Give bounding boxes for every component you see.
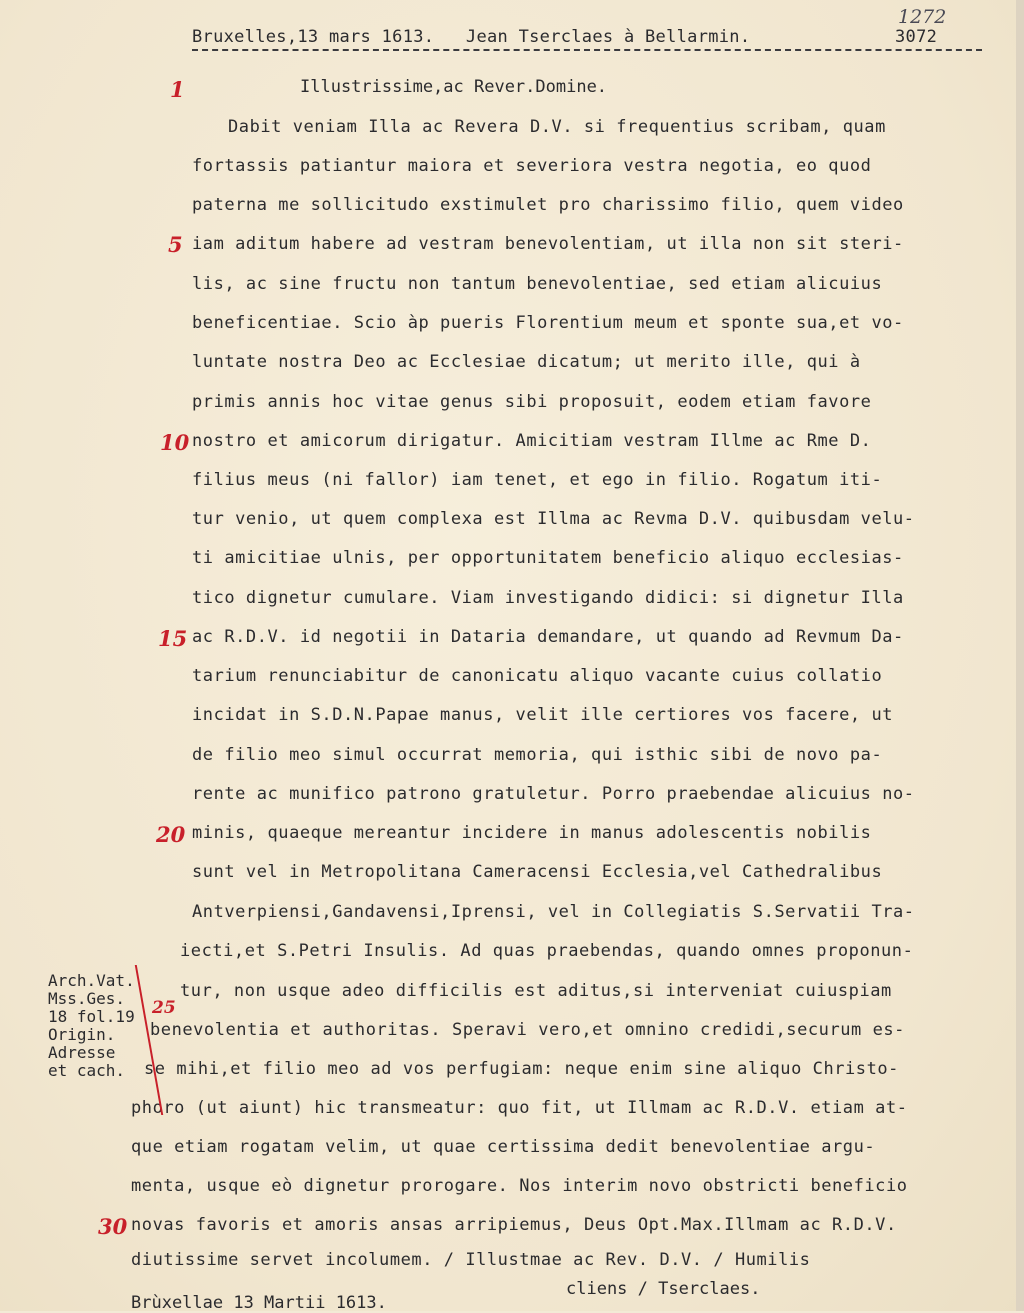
letter-line: luntate nostra Deo ac Ecclesiae dicatum; ut merito ille, qui à — [192, 352, 861, 372]
letter-line: tarium renunciabitur de canonicatu aliquo vacante cuius collatio — [192, 666, 883, 686]
line-number-10: 10 — [160, 430, 190, 455]
letter-line: benevolentia et authoritas. Speravi vero,et omnino credidi,securum es- — [150, 1020, 905, 1040]
page-edge — [1016, 0, 1024, 1311]
letter-line: menta, usque eò dignetur prorogare. Nos interim novo obstricti beneficio — [131, 1176, 908, 1196]
line-number-25: 25 — [152, 998, 176, 1018]
document-header — [192, 27, 982, 55]
header-folio-number: 3072 — [895, 27, 938, 47]
archive-note-line: et cach. — [48, 1061, 126, 1080]
letter-line: incidat in S.D.N.Papae manus, velit ille certiores vos facere, ut — [192, 705, 894, 725]
letter-line: fortassis patiantur maiora et severiora vestra negotia, eo quod — [192, 156, 872, 176]
archive-note-line: Arch.Vat. — [48, 971, 135, 990]
letter-line: beneficentiae. Scio àp pueris Florentium meum et sponte sua,et vo- — [192, 313, 904, 333]
header-rule — [192, 49, 982, 51]
letter-line: tico dignetur cumulare. Viam investigando didici: si dignetur Illa — [192, 588, 904, 608]
letter-line: Dabit veniam Illa ac Revera D.V. si frequentius scribam, quam — [228, 117, 886, 137]
folio-pencil-number: 1272 — [898, 6, 947, 28]
line-number-20: 20 — [156, 822, 186, 847]
header-place-date: Bruxelles,13 mars 1613. Jean Tserclaes à Bellarmin. — [192, 27, 751, 47]
closing-date: Brùxellae 13 Martii 1613. — [131, 1293, 387, 1313]
line-number-15: 15 — [158, 626, 188, 651]
red-margin-mark — [135, 965, 163, 1115]
closing-line: diutissime servet incolumem. / Illustmae ac Rev. D.V. / Humilis — [131, 1250, 811, 1270]
letter-line: rente ac munifico patrono gratuletur. Porro praebendae alicuius no- — [192, 784, 915, 804]
letter-line: iam aditum habere ad vestram benevolentiam, ut illa non sit steri- — [192, 234, 904, 254]
letter-line: filius meus (ni fallor) iam tenet, et ego in filio. Rogatum iti- — [192, 470, 883, 490]
letter-line: que etiam rogatam velim, ut quae certissima dedit benevolentiae argu- — [131, 1137, 876, 1157]
letter-line: nostro et amicorum dirigatur. Amicitiam vestram Illme ac Rme D. — [192, 431, 872, 451]
letter-line: tur, non usque adeo difficilis est aditus,si interveniat cuiuspiam — [180, 981, 892, 1001]
letter-line: tur venio, ut quem complexa est Illma ac Revma D.V. quibusdam velu- — [192, 509, 915, 529]
letter-line: lis, ac sine fructu non tantum benevolentiae, sed etiam alicuius — [192, 274, 883, 294]
letter-line: novas favoris et amoris ansas arripiemus, Deus Opt.Max.Illmam ac R.D.V. — [131, 1215, 897, 1235]
letter-line: ti amicitiae ulnis, per opportunitatem beneficio aliquo ecclesias- — [192, 548, 904, 568]
letter-line: de filio meo simul occurrat memoria, qui isthic sibi de novo pa- — [192, 745, 883, 765]
line-number-5: 5 — [168, 232, 183, 257]
archive-note-line: 18 fol.19 — [48, 1007, 135, 1026]
archive-note-line: Adresse — [48, 1043, 116, 1062]
letter-line: se mihi,et filio meo ad vos perfugiam: neque enim sine aliquo Christo- — [144, 1059, 899, 1079]
letter-line: sunt vel in Metropolitana Cameracensi Ecclesia,vel Cathedralibus — [192, 862, 883, 882]
letter-line: iecti,et S.Petri Insulis. Ad quas praebendas, quando omnes proponun- — [180, 941, 914, 961]
letter-line: paterna me sollicitudo exstimulet pro charissimo filio, quem video — [192, 195, 904, 215]
letter-line: Antverpiensi,Gandavensi,Iprensi, vel in Collegiatis S.Servatii Tra- — [192, 902, 915, 922]
letter-line: primis annis hoc vitae genus sibi proposuit, eodem etiam favore — [192, 392, 872, 412]
letter-line: phoro (ut aiunt) hic transmeatur: quo fit, ut Illmam ac R.D.V. etiam at- — [131, 1098, 908, 1118]
line-number-1: 1 — [170, 77, 185, 102]
archive-note-line: Mss.Ges. — [48, 989, 126, 1008]
salutation: Illustrissime,ac Rever.Domine. — [300, 77, 608, 97]
letter-line: ac R.D.V. id negotii in Dataria demandare, ut quando ad Revmum Da- — [192, 627, 904, 647]
signature-line: cliens / Tserclaes. — [566, 1279, 761, 1299]
line-number-30: 30 — [98, 1214, 128, 1239]
archive-note-line: Origin. — [48, 1025, 116, 1044]
letter-line: minis, quaeque mereantur incidere in manus adolescentis nobilis — [192, 823, 872, 843]
